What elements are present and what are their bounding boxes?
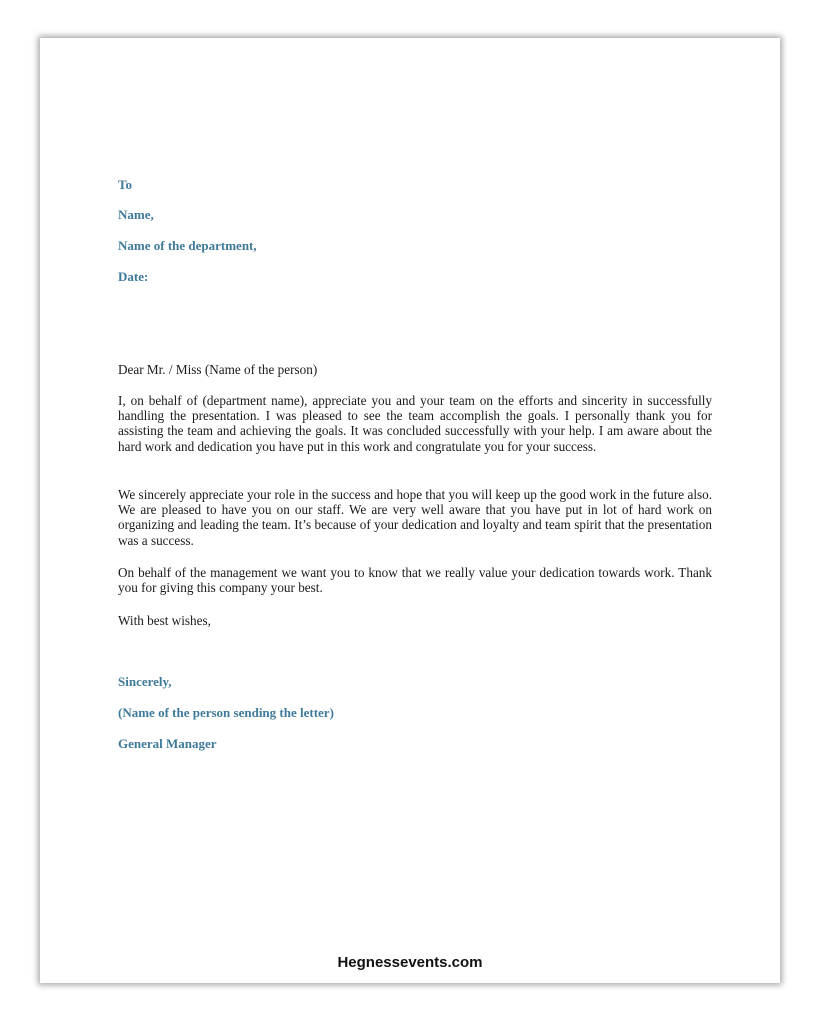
site-watermark: Hegnessevents.com — [337, 954, 483, 971]
letter-date: Date: — [118, 269, 149, 284]
body-paragraph-1: I, on behalf of (department name), appreciate you and your team on the efforts and sincerity in successfully handling the presentation. I was pleased to see the team accomplish the goals. I personally thank you for assisting the team and achieving the goals. It was concluded successfully with your help. I am aware about the hard work and dedication you have put in this work and congratulate you for your success. — [118, 393, 712, 454]
recipient-department: Name of the department, — [118, 238, 257, 253]
letter-page — [40, 38, 780, 983]
recipient-name: Name, — [118, 207, 154, 222]
sender-name: (Name of the person sending the letter) — [118, 705, 334, 720]
salutation: Dear Mr. / Miss (Name of the person) — [118, 362, 318, 377]
closing-line: With best wishes, — [118, 613, 211, 628]
sender-title: General Manager — [118, 736, 217, 751]
recipient-to: To — [118, 177, 132, 192]
body-paragraph-3: On behalf of the management we want you to know that we really value your dedication towards work. Thank you for giving this company your best. — [118, 565, 712, 596]
body-paragraph-2: We sincerely appreciate your role in the success and hope that you will keep up the good work in the future also. We are pleased to have you on our staff. We are very well aware that you have put in lot of hard work on organizing and leading the team. It’s because of your dedication and loyalty and team spirit that the presentation was a success. — [118, 487, 712, 548]
sign-off: Sincerely, — [118, 674, 172, 689]
